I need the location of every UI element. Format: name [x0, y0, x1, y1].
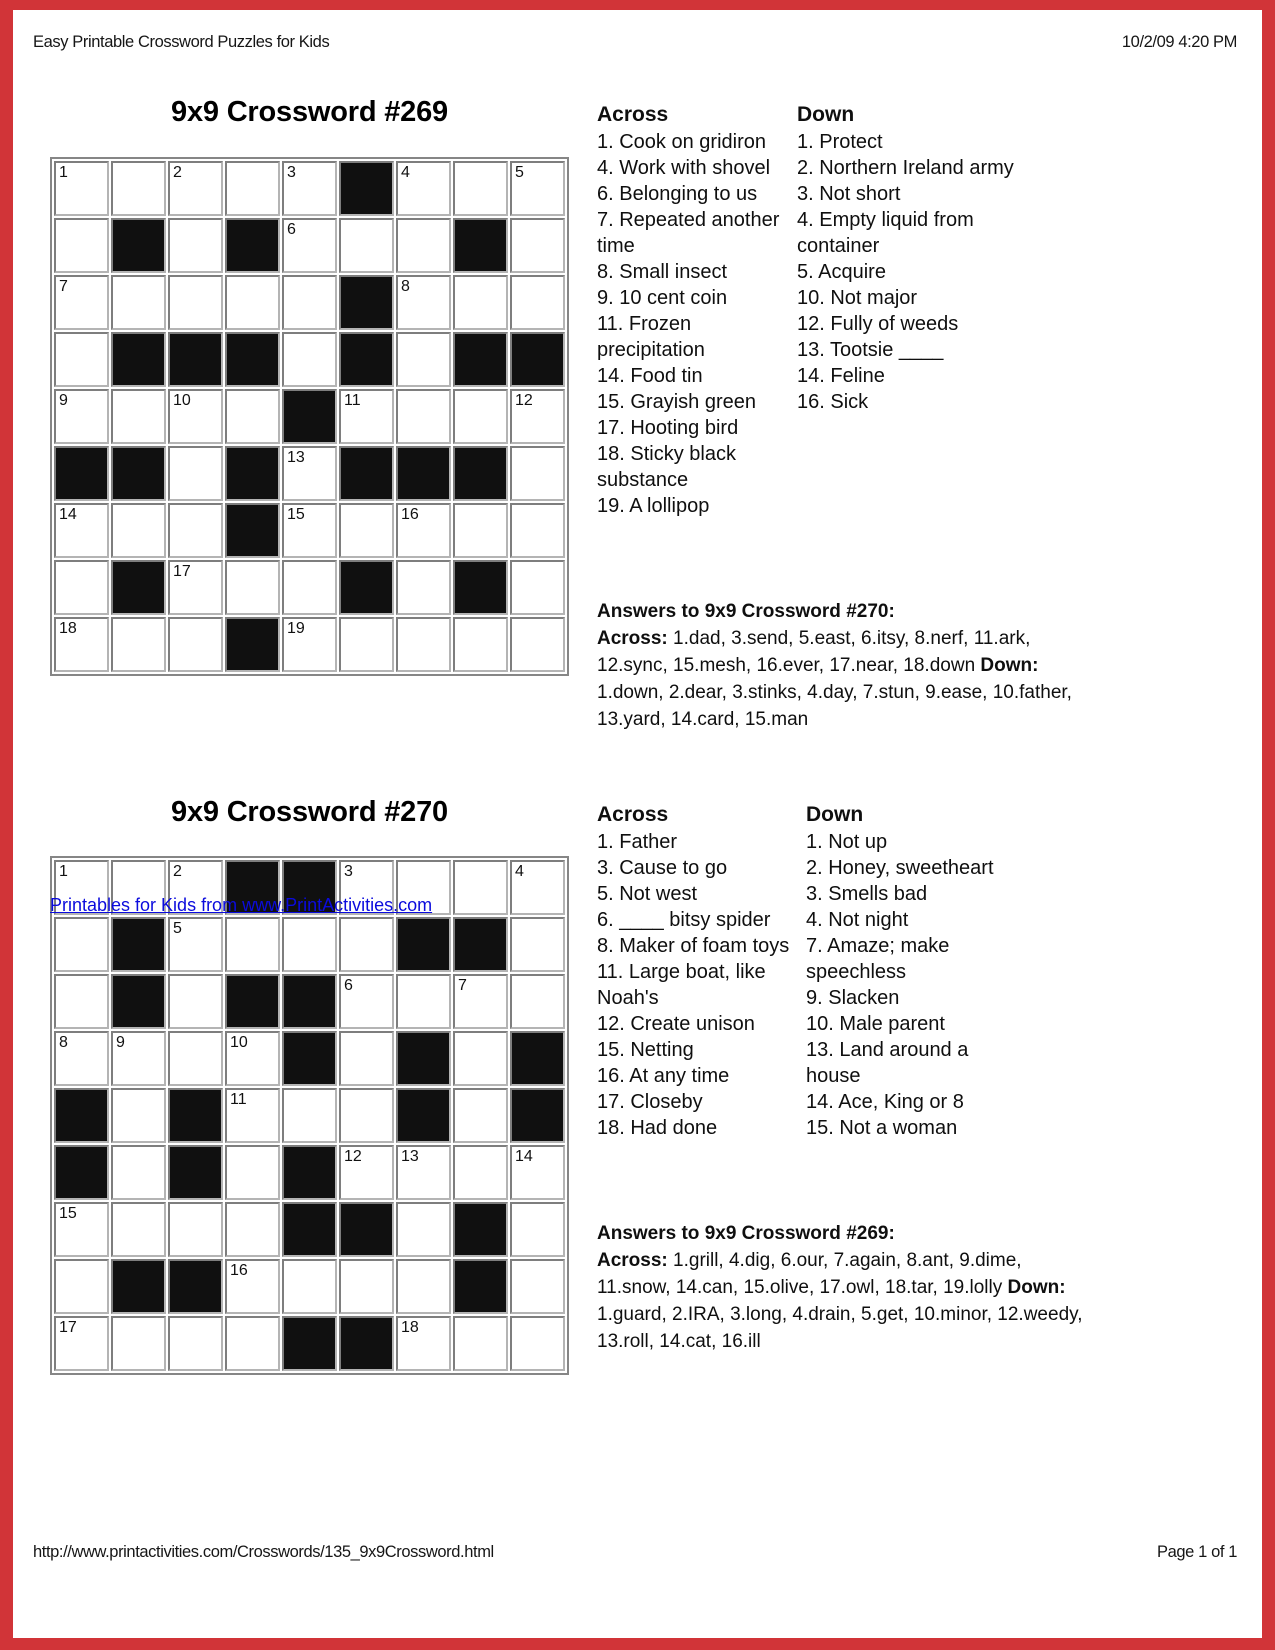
black-cell [453, 446, 508, 501]
clue-item: 9. 10 cent coin [597, 287, 728, 309]
cell-number: 16 [230, 1262, 248, 1279]
clue-item: 1. Father [597, 831, 678, 853]
answers-269-lines [597, 1247, 1083, 1355]
grid-cell [225, 1088, 280, 1143]
clue-item: 17. Hooting bird [597, 417, 739, 439]
down-clue-list [806, 829, 1006, 1141]
clue-item: 7. Repeated another time [597, 209, 780, 257]
grid-cell [510, 860, 565, 915]
grid-cell [168, 974, 223, 1029]
crossword-grid-269 [50, 157, 569, 676]
grid-cell [396, 332, 451, 387]
grid-cell [54, 503, 109, 558]
answer-line [597, 1328, 1083, 1355]
grid-cell [225, 389, 280, 444]
grid-cell [396, 275, 451, 330]
print-footer-page-info: Page 1 of 1 [1156, 1543, 1237, 1561]
clue-item: 1. Protect [797, 131, 883, 153]
cell-number: 9 [116, 1034, 125, 1051]
grid-cell [168, 617, 223, 672]
grid-cell [510, 1145, 565, 1200]
grid-cell [54, 332, 109, 387]
clues-270-across-column [597, 801, 802, 1141]
grid-cell [510, 1316, 565, 1371]
black-cell [168, 332, 223, 387]
cell-number: 5 [173, 920, 182, 937]
black-cell [339, 446, 394, 501]
grid-cell [282, 560, 337, 615]
answer-bold-segment: Across: [597, 1250, 668, 1271]
clue-item: 15. Grayish green [597, 391, 756, 413]
grid-cell [282, 275, 337, 330]
grid-cell [168, 917, 223, 972]
print-header-datetime: 10/2/09 4:20 PM [1121, 33, 1237, 51]
black-cell [54, 1088, 109, 1143]
answer-segment: 1.down, 2.dear, 3.stinks, 4.day, 7.stun, 9.ease, 10.father, [597, 682, 1072, 703]
black-cell [282, 1145, 337, 1200]
clue-item: 14. Feline [797, 365, 885, 387]
grid-cell [453, 617, 508, 672]
black-cell [453, 1202, 508, 1257]
cell-number: 17 [173, 563, 191, 580]
grid-cell [225, 560, 280, 615]
cell-number: 2 [173, 164, 182, 181]
clue-item: 3. Smells bad [806, 883, 928, 905]
crossword-grid-270 [50, 856, 569, 1375]
grid-cell [282, 446, 337, 501]
answers-269-block [597, 1220, 1083, 1355]
cell-number: 5 [515, 164, 524, 181]
black-cell [168, 1259, 223, 1314]
cell-number: 3 [287, 164, 296, 181]
grid-cell [339, 1259, 394, 1314]
grid-cell [339, 1031, 394, 1086]
answer-line [597, 706, 1072, 733]
grid-cell [111, 1202, 166, 1257]
grid-cell [111, 1031, 166, 1086]
clue-item: 12. Create unison [597, 1013, 755, 1035]
page-border-top [0, 0, 1275, 10]
grid-cell [510, 617, 565, 672]
black-cell [453, 1259, 508, 1314]
answer-segment: 13.roll, 14.cat, 16.ill [597, 1331, 761, 1352]
grid-cell [510, 503, 565, 558]
grid-cell [510, 275, 565, 330]
black-cell [111, 218, 166, 273]
grid-cell [168, 218, 223, 273]
black-cell [510, 1088, 565, 1143]
puzzle-270-title: 9x9 Crossword #270 [171, 796, 448, 828]
cell-number: 6 [287, 221, 296, 238]
clue-item: 18. Sticky black substance [597, 443, 736, 491]
clue-item: 1. Cook on gridiron [597, 131, 766, 153]
black-cell [453, 218, 508, 273]
grid-cell [168, 275, 223, 330]
grid-cell [168, 560, 223, 615]
answer-bold-segment: Down: [1007, 1277, 1066, 1298]
grid-cell [168, 161, 223, 216]
answer-line [597, 1274, 1083, 1301]
print-header-title: Easy Printable Crossword Puzzles for Kids [33, 33, 330, 51]
answers-270-block [597, 598, 1072, 733]
black-cell [225, 617, 280, 672]
cell-number: 7 [59, 278, 68, 295]
grid-cell [282, 161, 337, 216]
cell-number: 11 [230, 1091, 247, 1108]
grid-cell [510, 218, 565, 273]
black-cell [168, 1088, 223, 1143]
clue-item: 11. Frozen precipitation [597, 313, 705, 361]
grid-cell [168, 1202, 223, 1257]
cell-number: 4 [515, 863, 524, 880]
clue-item: 3. Cause to go [597, 857, 728, 879]
grid-cell [510, 1259, 565, 1314]
grid-cell [225, 161, 280, 216]
clue-item: 2. Northern Ireland army [797, 157, 1014, 179]
puzzle-269-title: 9x9 Crossword #269 [171, 96, 448, 128]
down-heading: Down [797, 103, 855, 126]
cell-number: 8 [401, 278, 410, 295]
grid-cell [396, 560, 451, 615]
answer-segment: 12.sync, 15.mesh, 16.ever, 17.near, 18.down [597, 655, 981, 676]
grid-cell [453, 1031, 508, 1086]
clue-item: 14. Ace, King or 8 [806, 1091, 964, 1113]
grid-cell [54, 218, 109, 273]
black-cell [453, 332, 508, 387]
cell-number: 18 [401, 1319, 419, 1336]
grid-cell [339, 1145, 394, 1200]
grid-cell [339, 974, 394, 1029]
grid-cell [453, 275, 508, 330]
black-cell [282, 974, 337, 1029]
print-footer-url: http://www.printactivities.com/Crosswords/135_9x9Crossword.html [33, 1543, 494, 1561]
clue-item: 14. Food tin [597, 365, 703, 387]
grid-cell [54, 1031, 109, 1086]
black-cell [111, 560, 166, 615]
printactivities-link[interactable]: Printables for Kids from www.PrintActivities.com [50, 895, 433, 915]
crossword-table [50, 856, 569, 1375]
black-cell [339, 275, 394, 330]
grid-cell [111, 503, 166, 558]
grid-cell [111, 389, 166, 444]
answer-segment: 1.guard, 2.IRA, 3.long, 4.drain, 5.get, 10.minor, 12.weedy, [597, 1304, 1083, 1325]
black-cell [168, 1145, 223, 1200]
grid-cell [396, 974, 451, 1029]
cell-number: 1 [59, 863, 68, 880]
clue-item: 15. Netting [597, 1039, 694, 1061]
grid-cell [225, 275, 280, 330]
grid-cell [453, 1088, 508, 1143]
answers-270-lines [597, 625, 1072, 733]
cell-number: 1 [59, 164, 68, 181]
grid-cell [396, 1145, 451, 1200]
cell-number: 8 [59, 1034, 68, 1051]
black-cell [339, 1202, 394, 1257]
clue-item: 19. A lollipop [597, 495, 710, 517]
grid-cell [339, 218, 394, 273]
grid-cell [168, 389, 223, 444]
grid-cell [54, 161, 109, 216]
grid-cell [339, 917, 394, 972]
clue-item: 5. Acquire [797, 261, 886, 283]
black-cell [111, 1259, 166, 1314]
clue-item: 9. Slacken [806, 987, 900, 1009]
black-cell [396, 1031, 451, 1086]
cell-number: 14 [59, 506, 77, 523]
black-cell [225, 218, 280, 273]
grid-cell [396, 161, 451, 216]
clues-270-down-column [806, 801, 1006, 1141]
answers-269-heading: Answers to 9x9 Crossword #269: [597, 1223, 895, 1244]
grid-cell [282, 917, 337, 972]
answer-line [597, 1301, 1083, 1328]
cell-number: 3 [344, 863, 353, 880]
grid-cell [282, 617, 337, 672]
cell-number: 16 [401, 506, 419, 523]
grid-cell [453, 389, 508, 444]
black-cell [225, 503, 280, 558]
grid-cell [54, 1202, 109, 1257]
grid-cell [282, 218, 337, 273]
black-cell [396, 1088, 451, 1143]
grid-cell [111, 275, 166, 330]
grid-cell [282, 1259, 337, 1314]
cell-number: 19 [287, 620, 305, 637]
grid-cell [111, 617, 166, 672]
grid-cell [339, 617, 394, 672]
grid-cell [54, 275, 109, 330]
page-border-left [0, 0, 13, 1650]
grid-cell [510, 560, 565, 615]
answer-segment: 1.dad, 3.send, 5.east, 6.itsy, 8.nerf, 11.ark, [667, 628, 1031, 649]
black-cell [282, 1316, 337, 1371]
crossword-table [50, 157, 569, 676]
cell-number: 15 [287, 506, 305, 523]
black-cell [111, 332, 166, 387]
black-cell [111, 917, 166, 972]
black-cell [282, 1202, 337, 1257]
clue-item: 17. Closeby [597, 1091, 703, 1113]
grid-cell [510, 1202, 565, 1257]
clue-item: 4. Not night [806, 909, 909, 931]
black-cell [54, 1145, 109, 1200]
black-cell [453, 917, 508, 972]
black-cell [339, 161, 394, 216]
grid-cell [111, 1145, 166, 1200]
grid-cell [510, 389, 565, 444]
grid-cell [453, 860, 508, 915]
grid-cell [453, 1316, 508, 1371]
answer-segment: 1.grill, 4.dig, 6.our, 7.again, 8.ant, 9.dime, [667, 1250, 1022, 1271]
grid-cell [282, 1088, 337, 1143]
grid-cell [339, 503, 394, 558]
grid-cell [54, 560, 109, 615]
cell-number: 11 [344, 392, 361, 409]
black-cell [339, 1316, 394, 1371]
grid-cell [510, 446, 565, 501]
grid-cell [225, 1259, 280, 1314]
answer-bold-segment: Across: [597, 628, 668, 649]
grid-cell [396, 1316, 451, 1371]
clues-269-down-column [797, 101, 1042, 415]
clue-item: 12. Fully of weeds [797, 313, 959, 335]
clue-item: 8. Small insect [597, 261, 728, 283]
clue-item: 15. Not a woman [806, 1117, 958, 1139]
grid-cell [282, 503, 337, 558]
grid-cell [111, 161, 166, 216]
clue-item: 4. Empty liquid from container [797, 209, 974, 257]
clue-item: 16. Sick [797, 391, 869, 413]
grid-cell [396, 1259, 451, 1314]
answer-segment: 11.snow, 14.can, 15.olive, 17.owl, 18.tar, 19.lolly [597, 1277, 1008, 1298]
across-clue-list [597, 829, 802, 1141]
grid-cell [54, 974, 109, 1029]
grid-cell [225, 1316, 280, 1371]
black-cell [225, 974, 280, 1029]
black-cell [282, 1031, 337, 1086]
cell-number: 2 [173, 863, 182, 880]
clue-item: 3. Not short [797, 183, 901, 205]
clue-item: 13. Tootsie ____ [797, 339, 944, 361]
grid-cell [453, 161, 508, 216]
grid-cell [339, 1088, 394, 1143]
cell-number: 10 [230, 1034, 248, 1051]
black-cell [54, 446, 109, 501]
grid-cell [168, 446, 223, 501]
clues-269-across-column [597, 101, 793, 519]
cell-number: 10 [173, 392, 191, 409]
grid-cell [111, 1088, 166, 1143]
cell-number: 18 [59, 620, 77, 637]
black-cell [510, 332, 565, 387]
across-heading: Across [597, 803, 669, 826]
cell-number: 17 [59, 1319, 77, 1336]
clue-item: 10. Not major [797, 287, 918, 309]
down-clue-list [797, 129, 1042, 415]
grid-cell [54, 617, 109, 672]
grid-cell [54, 1316, 109, 1371]
answer-line [597, 679, 1072, 706]
grid-cell [225, 1145, 280, 1200]
grid-cell [168, 1031, 223, 1086]
clue-item: 1. Not up [806, 831, 888, 853]
black-cell [396, 917, 451, 972]
cell-number: 7 [458, 977, 467, 994]
clue-item: 6. Belonging to us [597, 183, 758, 205]
cell-number: 6 [344, 977, 353, 994]
grid-cell [225, 1202, 280, 1257]
answers-270-heading: Answers to 9x9 Crossword #270: [597, 601, 895, 622]
black-cell [396, 446, 451, 501]
grid-cell [510, 974, 565, 1029]
answer-bold-segment: Down: [980, 655, 1039, 676]
grid-cell [453, 1145, 508, 1200]
cell-number: 13 [287, 449, 305, 466]
grid-cell [54, 917, 109, 972]
down-heading: Down [806, 803, 864, 826]
answer-segment: 13.yard, 14.card, 15.man [597, 709, 809, 730]
clue-item: 4. Work with shovel [597, 157, 771, 179]
answer-line [597, 652, 1072, 679]
black-cell [453, 560, 508, 615]
across-clue-list [597, 129, 793, 519]
grid-cell [396, 503, 451, 558]
cell-number: 12 [344, 1148, 362, 1165]
grid-cell [453, 974, 508, 1029]
grid-cell [339, 389, 394, 444]
clue-item: 10. Male parent [806, 1013, 945, 1035]
black-cell [111, 974, 166, 1029]
black-cell [111, 446, 166, 501]
black-cell [282, 389, 337, 444]
cell-number: 9 [59, 392, 68, 409]
grid-cell [225, 1031, 280, 1086]
grid-cell [111, 1316, 166, 1371]
grid-cell [168, 503, 223, 558]
across-heading: Across [597, 103, 669, 126]
grid-cell [396, 617, 451, 672]
clue-item: 2. Honey, sweetheart [806, 857, 994, 879]
clue-item: 11. Large boat, like Noah's [597, 961, 766, 1009]
grid-cell [54, 389, 109, 444]
black-cell [225, 446, 280, 501]
clue-item: 7. Amaze; make speechless [806, 935, 950, 983]
grid-cell [54, 1259, 109, 1314]
black-cell [339, 332, 394, 387]
grid-cell [453, 503, 508, 558]
clue-item: 13. Land around a house [806, 1039, 969, 1087]
cell-number: 14 [515, 1148, 533, 1165]
cell-number: 4 [401, 164, 410, 181]
grid-cell [168, 1316, 223, 1371]
page-border-bottom [0, 1638, 1275, 1650]
answer-line [597, 1247, 1083, 1274]
clue-item: 6. ____ bitsy spider [597, 909, 771, 931]
answer-line [597, 625, 1072, 652]
cell-number: 15 [59, 1205, 77, 1222]
page-border-right [1262, 0, 1275, 1650]
grid-cell [282, 332, 337, 387]
grid-cell [510, 161, 565, 216]
cell-number: 13 [401, 1148, 419, 1165]
black-cell [225, 332, 280, 387]
clue-item: 5. Not west [597, 883, 698, 905]
clue-item: 18. Had done [597, 1117, 718, 1139]
grid-cell [396, 389, 451, 444]
grid-cell [396, 218, 451, 273]
grid-cell [396, 1202, 451, 1257]
black-cell [510, 1031, 565, 1086]
grid-cell [225, 917, 280, 972]
cell-number: 12 [515, 392, 533, 409]
black-cell [339, 560, 394, 615]
clue-item: 8. Maker of foam toys [597, 935, 790, 957]
grid-cell [510, 917, 565, 972]
clue-item: 16. At any time [597, 1065, 730, 1087]
